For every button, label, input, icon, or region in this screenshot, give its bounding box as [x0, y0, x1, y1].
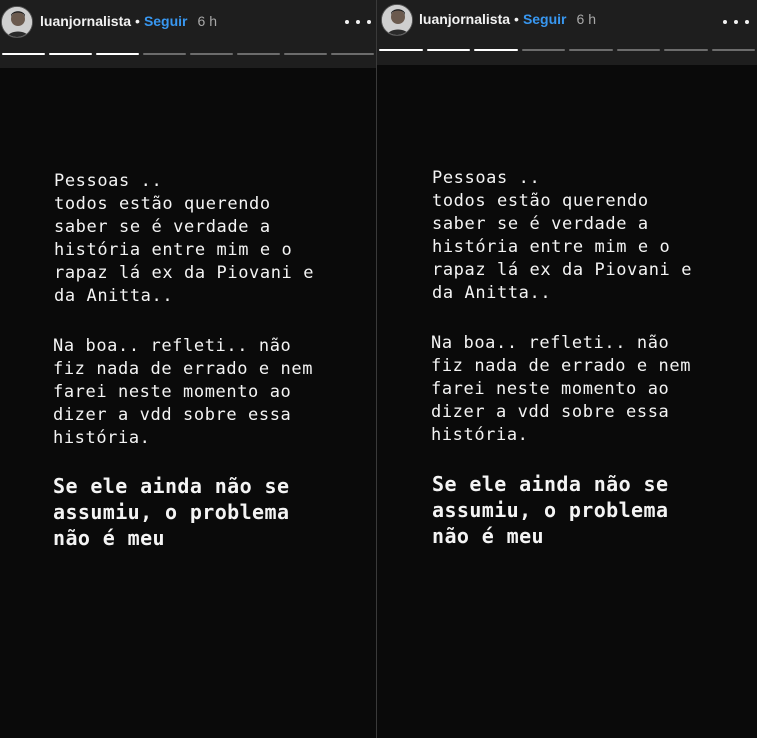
avatar-icon [382, 5, 413, 36]
progress-segment [2, 53, 45, 55]
story-paragraph-2: Na boa.. refleti.. não fiz nada de errado e nem farei neste momento ao dizer a vdd sobre essa história. [53, 336, 314, 448]
progress-segment [49, 53, 92, 55]
story-panel-right [377, 0, 757, 738]
progress-segment [712, 49, 756, 51]
username[interactable]: luanjornalista [419, 11, 511, 27]
follow-button[interactable]: Seguir [522, 11, 567, 27]
more-options-icon[interactable] [345, 10, 371, 34]
story-paragraph-3: Se ele ainda não se assumiu, o problema não é meu [53, 474, 290, 550]
username[interactable]: luanjornalista [40, 13, 132, 29]
avatar-icon [2, 7, 33, 38]
story-progress-bar [0, 53, 376, 55]
story-time: 6 h [576, 11, 596, 27]
story-progress-bar [377, 49, 757, 51]
progress-segment [522, 49, 566, 51]
story-panel-left [0, 0, 376, 738]
story-time: 6 h [197, 13, 217, 29]
story-paragraph-3: Se ele ainda não se assumiu, o problema não é meu [432, 472, 669, 548]
progress-segment [617, 49, 661, 51]
progress-segment [664, 49, 708, 51]
progress-segment [331, 53, 374, 55]
progress-segment [190, 53, 233, 55]
avatar[interactable] [1, 6, 33, 38]
progress-segment [427, 49, 471, 51]
progress-segment [379, 49, 423, 51]
progress-segment [96, 53, 139, 55]
username-row [419, 11, 596, 27]
story-paragraph-1: Pessoas .. todos estão querendo saber se é verdade a história entre mim e o rapaz lá ex da Piovani e da Anitta.. [432, 168, 693, 303]
progress-segment [237, 53, 280, 55]
separator-dot: • [514, 11, 519, 27]
username-row [40, 13, 217, 29]
story-header [0, 0, 376, 68]
story-paragraph-2: Na boa.. refleti.. não fiz nada de errado e nem farei neste momento ao dizer a vdd sobre essa história. [431, 333, 692, 445]
progress-segment [569, 49, 613, 51]
follow-button[interactable]: Seguir [143, 13, 188, 29]
progress-segment [284, 53, 327, 55]
avatar[interactable] [381, 4, 413, 36]
more-options-icon[interactable] [723, 10, 749, 34]
story-header [377, 0, 757, 65]
progress-segment [143, 53, 186, 55]
progress-segment [474, 49, 518, 51]
story-paragraph-1: Pessoas .. todos estão querendo saber se é verdade a história entre mim e o rapaz lá ex da Piovani e da Anitta.. [54, 171, 315, 306]
separator-dot: • [135, 13, 140, 29]
